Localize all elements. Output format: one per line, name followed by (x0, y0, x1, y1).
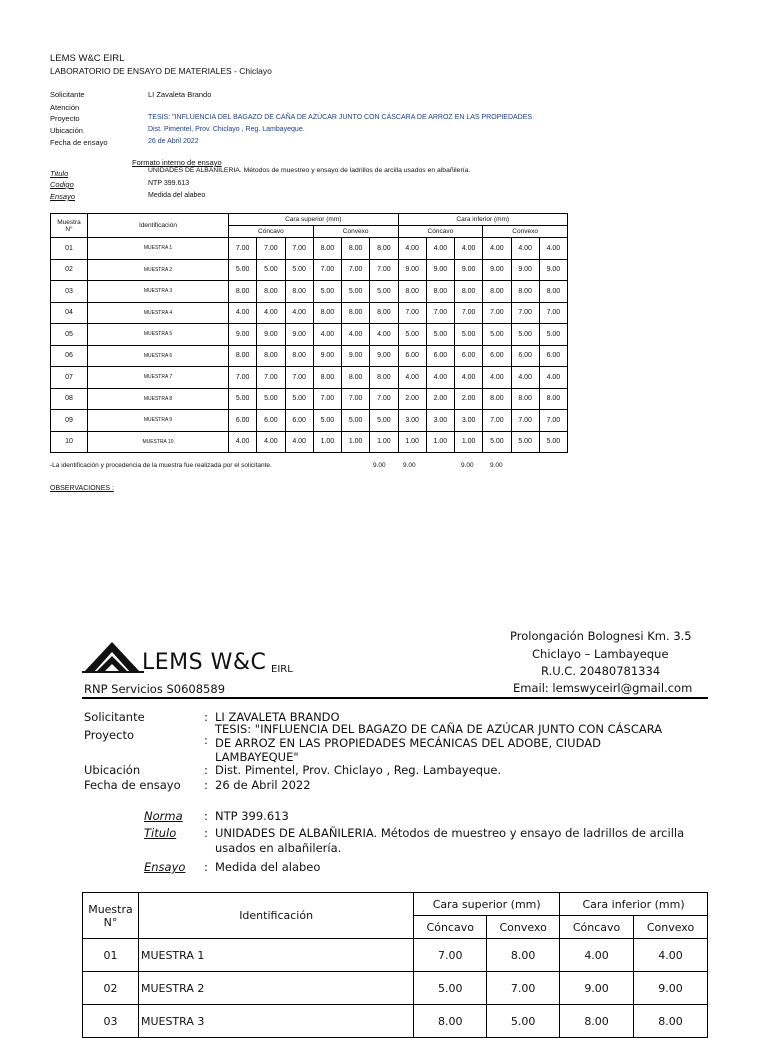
measurement-cell: 9.00 (634, 972, 708, 1005)
sample-number: 08 (51, 388, 88, 410)
proyecto-label: Proyecto (50, 114, 80, 123)
sample-id: MUESTRA 8 (88, 388, 229, 410)
doc-address-2: Chiclayo – Lambayeque (532, 647, 669, 661)
lab-name: LABORATORIO DE ENSAYO DE MATERIALES - Chiclayo (50, 66, 272, 76)
measurement-cell: 4.00 (398, 367, 426, 389)
measurement-cell: 4.00 (313, 324, 341, 346)
measurement-cell: 5.00 (483, 431, 511, 453)
doc-norma-value: NTP 399.613 (215, 809, 289, 823)
table-row (51, 431, 568, 453)
measurement-cell: 1.00 (342, 431, 370, 453)
report-header-convexo: Convexo (634, 916, 708, 939)
measurement-cell: 8.00 (511, 388, 539, 410)
measurement-cell: 6.00 (426, 345, 454, 367)
measurement-cell: 6.00 (483, 345, 511, 367)
measurement-cell: 2.00 (426, 388, 454, 410)
sample-id: MUESTRA 2 (88, 259, 229, 281)
measurement-cell: 7.00 (370, 388, 398, 410)
measurement-cell: 5.00 (483, 324, 511, 346)
sample-id: MUESTRA 6 (88, 345, 229, 367)
measurement-cell: 7.00 (539, 302, 567, 324)
measurement-cell: 8.00 (634, 1005, 708, 1038)
measurement-cell: 8.00 (426, 281, 454, 303)
company-logo-icon (82, 638, 144, 674)
measurement-cell: 6.00 (285, 410, 313, 432)
measurement-cell: 8.00 (313, 367, 341, 389)
measurement-cell: 8.00 (370, 238, 398, 260)
measurement-cell: 8.00 (511, 281, 539, 303)
sample-number: 01 (51, 238, 88, 260)
identification-note: -La identificación y procedencia de la muestra fue realizada por el solicitante. (50, 462, 272, 469)
sample-number: 01 (83, 939, 139, 972)
titulo-value: UNIDADES DE ALBAÑILERIA. Métodos de muestreo y ensayo de ladrillos de arcilla usados en albañilería. (148, 167, 471, 174)
measurement-cell: 5.00 (370, 281, 398, 303)
header-divider (82, 697, 708, 699)
measurement-cell: 8.00 (370, 367, 398, 389)
measurement-cell: 5.00 (285, 388, 313, 410)
measurement-cell: 5.00 (398, 324, 426, 346)
measurement-cell: 5.00 (257, 259, 285, 281)
measurement-cell: 5.00 (539, 324, 567, 346)
fecha-value: 26 de Abril 2022 (148, 138, 199, 145)
measurement-cell: 7.00 (285, 238, 313, 260)
table-row (51, 410, 568, 432)
sample-number: 02 (51, 259, 88, 281)
measurement-cell: 8.00 (313, 238, 341, 260)
doc-fecha-label: Fecha de ensayo (84, 778, 181, 792)
report-header-concavo: Cóncavo (560, 916, 634, 939)
table-row (51, 367, 568, 389)
doc-ensayo-label: Ensayo (144, 860, 186, 874)
measurement-cell: 8.00 (455, 281, 483, 303)
measurement-cell: 7.00 (342, 388, 370, 410)
colon: : (204, 763, 208, 777)
measurement-cell: 3.00 (426, 410, 454, 432)
measurement-cell: 8.00 (342, 367, 370, 389)
max-superior-concavo: 9.00 (373, 462, 386, 469)
measurement-cell: 5.00 (342, 281, 370, 303)
measurement-cell: 1.00 (398, 431, 426, 453)
measurement-cell: 5.00 (511, 324, 539, 346)
measurement-cell: 8.00 (229, 281, 257, 303)
measurement-cell: 9.00 (370, 345, 398, 367)
measurement-cell: 5.00 (511, 431, 539, 453)
table-row (51, 324, 568, 346)
max-superior-convexo: 9.00 (403, 462, 416, 469)
table-row (83, 1005, 708, 1038)
measurement-cell: 4.00 (398, 238, 426, 260)
measurement-cell: 8.00 (229, 345, 257, 367)
titulo-label: Titulo (50, 169, 69, 178)
measurement-cell: 8.00 (539, 388, 567, 410)
table-row (51, 238, 568, 260)
measurement-cell: 8.00 (539, 281, 567, 303)
doc-ubicacion-label: Ubicación (84, 763, 141, 777)
sample-number: 05 (51, 324, 88, 346)
measurement-cell: 5.00 (370, 410, 398, 432)
measurement-cell: 3.00 (455, 410, 483, 432)
warping-table-report (82, 892, 708, 1038)
measurement-cell: 4.00 (539, 367, 567, 389)
measurement-cell: 6.00 (511, 345, 539, 367)
measurement-cell: 7.00 (483, 410, 511, 432)
measurement-cell: 7.00 (370, 259, 398, 281)
warping-table-sheet (50, 213, 568, 453)
doc-proyecto-line-1: TESIS: "INFLUENCIA DEL BAGAZO DE CAÑA DE AZÚCAR JUNTO CON CÁSCARA (215, 722, 663, 736)
measurement-cell: 8.00 (342, 302, 370, 324)
measurement-cell: 8.00 (257, 281, 285, 303)
doc-ruc: R.U.C. 20480781334 (541, 664, 661, 678)
report-header-cara-inferior: Cara inferior (mm) (560, 893, 708, 916)
doc-norma-label: Norma (144, 809, 183, 823)
measurement-cell: 4.00 (342, 324, 370, 346)
measurement-cell: 8.00 (285, 281, 313, 303)
doc-email: Email: lemswyceirl@gmail.com (513, 681, 693, 695)
header-cara-superior: Cara superior (mm) (229, 214, 399, 226)
measurement-cell: 8.00 (370, 302, 398, 324)
max-inferior-concavo: 9.00 (461, 462, 474, 469)
company-name: LEMS W&C EIRL (50, 53, 125, 64)
max-inferior-convexo: 9.00 (490, 462, 503, 469)
measurement-cell: 9.00 (257, 324, 285, 346)
colon: : (204, 710, 208, 724)
table-row (83, 972, 708, 1005)
measurement-cell: 2.00 (398, 388, 426, 410)
header-identificacion: Identificación (88, 214, 229, 238)
measurement-cell: 5.00 (313, 410, 341, 432)
measurement-cell: 4.00 (426, 367, 454, 389)
measurement-cell: 7.00 (342, 259, 370, 281)
measurement-cell: 7.00 (398, 302, 426, 324)
doc-solicitante-label: Solicitante (84, 710, 145, 724)
doc-proyecto-line-2: DE ARROZ EN LAS PROPIEDADES MECÁNICAS DEL ADOBE, CIUDAD (215, 736, 601, 750)
report-header-concavo: Cóncavo (414, 916, 487, 939)
measurement-cell: 8.00 (285, 345, 313, 367)
measurement-cell: 9.00 (313, 345, 341, 367)
measurement-cell: 4.00 (285, 302, 313, 324)
report-header-identificacion: Identificación (138, 893, 413, 939)
measurement-cell: 4.00 (483, 367, 511, 389)
measurement-cell: 9.00 (398, 259, 426, 281)
measurement-cell: 7.00 (313, 388, 341, 410)
measurement-cell: 5.00 (229, 259, 257, 281)
measurement-cell: 7.00 (257, 238, 285, 260)
sample-id: MUESTRA 2 (138, 972, 413, 1005)
measurement-cell: 1.00 (455, 431, 483, 453)
report-header-cara-superior: Cara superior (mm) (414, 893, 560, 916)
measurement-cell: 7.00 (483, 302, 511, 324)
measurement-cell: 6.00 (539, 345, 567, 367)
measurement-cell: 4.00 (229, 431, 257, 453)
header-concavo: Cóncavo (398, 226, 483, 238)
solicitante-label: Solicitante (50, 90, 85, 99)
sample-number: 02 (83, 972, 139, 1005)
doc-titulo-line-1: UNIDADES DE ALBAÑILERIA. Métodos de muestreo y ensayo de ladrillos de arcilla (215, 826, 685, 840)
doc-proyecto-label: Proyecto (84, 728, 134, 742)
sample-id: MUESTRA 4 (88, 302, 229, 324)
doc-proyecto-line-3: LAMBAYEQUE" (215, 750, 299, 764)
sample-id: MUESTRA 1 (138, 939, 413, 972)
ensayo-label: Ensayo (50, 192, 76, 201)
sample-id: MUESTRA 3 (138, 1005, 413, 1038)
doc-titulo-label: Titulo (144, 826, 177, 840)
codigo-label: Codigo (50, 180, 74, 189)
measurement-cell: 4.00 (483, 238, 511, 260)
doc-fecha-value: 26 de Abril 2022 (215, 778, 311, 792)
table-row (83, 939, 708, 972)
measurement-cell: 8.00 (342, 238, 370, 260)
doc-rnp: RNP Servicios S0608589 (84, 682, 226, 696)
measurement-cell: 4.00 (285, 431, 313, 453)
measurement-cell: 5.00 (342, 410, 370, 432)
measurement-cell: 6.00 (229, 410, 257, 432)
colon: : (204, 778, 208, 792)
doc-solicitante-value: LI ZAVALETA BRANDO (215, 710, 340, 724)
header-convexo: Convexo (483, 226, 568, 238)
colon: : (204, 809, 208, 823)
measurement-cell: 9.00 (285, 324, 313, 346)
measurement-cell: 8.00 (483, 281, 511, 303)
measurement-cell: 9.00 (426, 259, 454, 281)
colon: : (204, 860, 208, 874)
measurement-cell: 9.00 (229, 324, 257, 346)
measurement-cell: 7.00 (229, 367, 257, 389)
measurement-cell: 5.00 (414, 972, 487, 1005)
report-header-convexo: Convexo (487, 916, 560, 939)
solicitante-value: LI Zavaleta Brando (148, 90, 212, 99)
measurement-cell: 6.00 (398, 345, 426, 367)
doc-brand: LEMS W&C (142, 650, 267, 675)
sample-id: MUESTRA 9 (88, 410, 229, 432)
measurement-cell: 4.00 (455, 367, 483, 389)
measurement-cell: 6.00 (257, 410, 285, 432)
sample-id: MUESTRA 3 (88, 281, 229, 303)
measurement-cell: 5.00 (285, 259, 313, 281)
measurement-cell: 9.00 (342, 345, 370, 367)
measurement-cell: 7.00 (313, 259, 341, 281)
sample-number: 06 (51, 345, 88, 367)
header-cara-inferior: Cara inferior (mm) (398, 214, 568, 226)
sample-id: MUESTRA 1 (88, 238, 229, 260)
measurement-cell: 7.00 (511, 410, 539, 432)
sample-id: MUESTRA 7 (88, 367, 229, 389)
table-row (51, 259, 568, 281)
table-row (51, 345, 568, 367)
measurement-cell: 5.00 (455, 324, 483, 346)
doc-ensayo-value: Medida del alabeo (215, 860, 321, 874)
measurement-cell: 8.00 (560, 1005, 634, 1038)
measurement-cell: 5.00 (313, 281, 341, 303)
observaciones-label: OBSERVACIONES : (50, 485, 114, 492)
measurement-cell: 4.00 (560, 939, 634, 972)
measurement-cell: 4.00 (426, 238, 454, 260)
header-concavo: Cóncavo (229, 226, 314, 238)
measurement-cell: 8.00 (483, 388, 511, 410)
measurement-cell: 7.00 (426, 302, 454, 324)
measurement-cell: 4.00 (370, 324, 398, 346)
measurement-cell: 5.00 (426, 324, 454, 346)
measurement-cell: 5.00 (229, 388, 257, 410)
measurement-cell: 7.00 (539, 410, 567, 432)
measurement-cell: 6.00 (455, 345, 483, 367)
measurement-cell: 1.00 (313, 431, 341, 453)
measurement-cell: 7.00 (285, 367, 313, 389)
measurement-cell: 4.00 (257, 431, 285, 453)
measurement-cell: 9.00 (455, 259, 483, 281)
sample-number: 04 (51, 302, 88, 324)
sample-number: 09 (51, 410, 88, 432)
ubicacion-value: Dist. Pimentel, Prov. Chiclayo , Reg. Lambayeque. (148, 126, 305, 133)
measurement-cell: 7.00 (487, 972, 560, 1005)
measurement-cell: 7.00 (455, 302, 483, 324)
measurement-cell: 4.00 (511, 238, 539, 260)
colon: : (204, 733, 208, 747)
measurement-cell: 1.00 (370, 431, 398, 453)
measurement-cell: 4.00 (455, 238, 483, 260)
sample-id: MUESTRA 10 (88, 431, 229, 453)
measurement-cell: 8.00 (257, 345, 285, 367)
sample-id: MUESTRA 5 (88, 324, 229, 346)
measurement-cell: 9.00 (539, 259, 567, 281)
sample-number: 10 (51, 431, 88, 453)
formato-title: Formato interno de ensayo (132, 158, 222, 167)
measurement-cell: 5.00 (257, 388, 285, 410)
measurement-cell: 3.00 (398, 410, 426, 432)
measurement-cell: 5.00 (487, 1005, 560, 1038)
measurement-cell: 9.00 (483, 259, 511, 281)
measurement-cell: 9.00 (560, 972, 634, 1005)
proyecto-value: TESIS: "INFLUENCIA DEL BAGAZO DE CAÑA DE AZÚCAR JUNTO CON CÁSCARA DE ARROZ EN LAS PROPIEDADES (148, 114, 533, 121)
header-muestra: Muestra N° (51, 214, 88, 238)
sample-number: 07 (51, 367, 88, 389)
measurement-cell: 4.00 (634, 939, 708, 972)
doc-brand-suffix: EIRL (271, 664, 293, 675)
fecha-label: Fecha de ensayo (50, 138, 108, 147)
measurement-cell: 7.00 (229, 238, 257, 260)
header-convexo: Convexo (313, 226, 398, 238)
colon: : (204, 826, 208, 840)
table-row (51, 388, 568, 410)
doc-titulo-line-2: usados en albañilería. (215, 841, 342, 855)
measurement-cell: 7.00 (257, 367, 285, 389)
measurement-cell: 4.00 (539, 238, 567, 260)
measurement-cell: 2.00 (455, 388, 483, 410)
measurement-cell: 8.00 (414, 1005, 487, 1038)
sample-number: 03 (51, 281, 88, 303)
measurement-cell: 7.00 (511, 302, 539, 324)
measurement-cell: 9.00 (511, 259, 539, 281)
measurement-cell: 5.00 (539, 431, 567, 453)
codigo-value: NTP 399.613 (148, 180, 190, 187)
measurement-cell: 8.00 (313, 302, 341, 324)
table-row (51, 281, 568, 303)
doc-ubicacion-value: Dist. Pimentel, Prov. Chiclayo , Reg. Lambayeque. (215, 763, 502, 777)
measurement-cell: 4.00 (257, 302, 285, 324)
measurement-cell: 8.00 (398, 281, 426, 303)
report-header-muestra: Muestra N° (83, 893, 139, 939)
sample-number: 03 (83, 1005, 139, 1038)
measurement-cell: 8.00 (487, 939, 560, 972)
measurement-cell: 1.00 (426, 431, 454, 453)
measurement-cell: 4.00 (229, 302, 257, 324)
ubicacion-label: Ubicación (50, 126, 83, 135)
measurement-cell: 4.00 (511, 367, 539, 389)
ensayo-value: Medida del alabeo (148, 192, 206, 199)
atencion-label: Atención (50, 103, 80, 112)
measurement-cell: 7.00 (414, 939, 487, 972)
table-row (51, 302, 568, 324)
doc-address-1: Prolongación Bolognesi Km. 3.5 (510, 629, 692, 643)
